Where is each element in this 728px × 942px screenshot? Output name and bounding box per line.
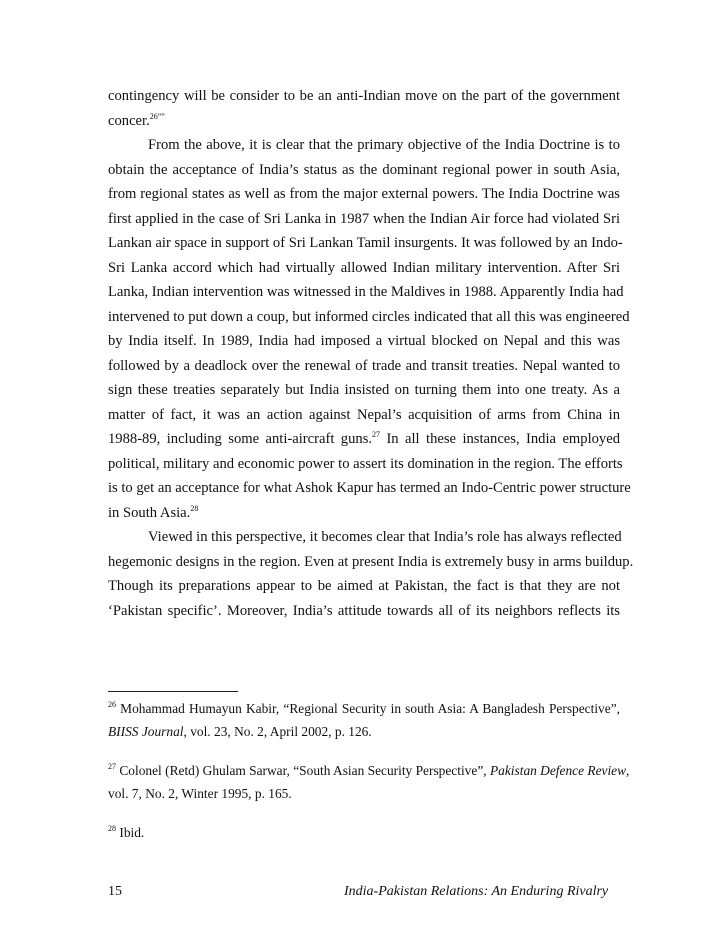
- journal-title: Pakistan Defence Review: [489, 763, 627, 778]
- text-line: [108, 525, 620, 550]
- text-line: [108, 599, 620, 624]
- text-line: [108, 133, 620, 158]
- text-line: [108, 305, 630, 330]
- footnote-text: Ibid.: [119, 825, 145, 840]
- text-line: [108, 452, 623, 477]
- text-line: [108, 231, 623, 256]
- footnote-separator: [108, 691, 238, 692]
- text-line: [108, 182, 620, 207]
- footnote-text: Mohammad Humayun Kabir, “Regional Security in south Asia: A Bangladesh Perspective”,: [120, 701, 620, 716]
- text-line: [108, 574, 620, 599]
- line-text: by India itself. In 1989, India had imposed a virtual blocked on Nepal and this was: [108, 333, 620, 349]
- running-title: India-Pakistan Relations: An Enduring Rivalry: [344, 884, 609, 899]
- footnote-26: [108, 697, 620, 743]
- text-line: [108, 329, 620, 354]
- line-text: Though its preparations appear to be aimed at Pakistan, the fact is that they are not: [108, 578, 620, 594]
- line-text: Sri Lanka accord which had virtually allowed Indian military intervention. After Sri: [108, 259, 620, 276]
- page-number: 15: [108, 884, 122, 899]
- text-line: [108, 378, 620, 403]
- text-line: [108, 84, 620, 109]
- footnote-28: [108, 821, 620, 844]
- footnote-27: [108, 759, 630, 805]
- footnote-text: ,: [626, 763, 630, 778]
- footnote-reference: 28: [190, 503, 199, 513]
- footnote-number: 27: [108, 762, 116, 771]
- line-text: ‘Pakistan specific’. Moreover, India’s attitude towards all of its neighbors reflects its: [108, 602, 620, 619]
- text-line: [108, 109, 620, 134]
- text-line: [108, 256, 620, 281]
- line-text: matter of fact, it was an action against Nepal’s acquisition of arms from China in: [108, 406, 620, 423]
- line-text: hegemonic designs in the region. Even at present India is extremely busy in arms buildup.: [108, 553, 634, 570]
- text-line: [108, 403, 620, 428]
- line-text: In all these instances, India employed: [380, 431, 620, 447]
- line-text: political, military and economic power to assert its domination in the region. The efforts: [108, 455, 623, 472]
- line-text: contingency will be consider to be an anti-Indian move on the part of the government: [108, 88, 620, 104]
- footnote-text: , vol. 23, No. 2, April 2002, p. 126.: [183, 724, 372, 739]
- main-text: [108, 84, 634, 623]
- text-line: [108, 476, 631, 501]
- footnote-text: vol. 7, No. 2, Winter 1995, p. 165.: [108, 786, 292, 801]
- line-text: followed by a deadlock over the renewal of trade and transit treaties. Nepal wanted to: [108, 357, 620, 374]
- footnote-text: Colonel (Retd) Ghulam Sarwar, “South Asian Security Perspective”,: [119, 763, 490, 778]
- text-line: [108, 280, 624, 305]
- text-line: [108, 427, 620, 452]
- text-line: [108, 550, 634, 575]
- line-text: concer.: [108, 112, 150, 129]
- line-text: first applied in the case of Sri Lanka in 1987 when the Indian Air force had violated Sri: [108, 210, 620, 227]
- line-text: intervened to put down a coup, but informed circles indicated that all this was engineered: [108, 308, 630, 325]
- line-text: Viewed in this perspective, it becomes clear that India’s role has always reflected: [148, 529, 622, 545]
- footnote-reference: 26””: [149, 111, 165, 121]
- footnote-reference: 27: [372, 430, 381, 439]
- text-line: [108, 207, 620, 232]
- line-text: in South Asia.: [108, 504, 191, 521]
- text-line: [108, 501, 620, 526]
- footnote-number: 28: [108, 824, 116, 833]
- text-line: [108, 354, 620, 379]
- line-text: sign these treaties separately but India insisted on turning them into one treaty. As a: [108, 382, 620, 398]
- journal-title: BIISS Journal: [108, 724, 184, 739]
- footnotes: [108, 697, 630, 844]
- line-text: obtain the acceptance of India’s status as the dominant regional power in south Asia,: [108, 161, 620, 178]
- line-text: from regional states as well as from the major external powers. The India Doctrine was: [108, 186, 620, 202]
- line-text: is to get an acceptance for what Ashok Kapur has termed an Indo-Centric power structure: [108, 480, 631, 496]
- text-line: [108, 158, 620, 183]
- footnote-number: 26: [108, 700, 116, 709]
- line-text: From the above, it is clear that the primary objective of the India Doctrine is to: [148, 137, 620, 153]
- line-text: Lanka, Indian intervention was witnessed in the Maldives in 1988. Apparently India had: [108, 284, 624, 300]
- line-text: 1988-89, including some anti-aircraft guns.: [108, 431, 373, 447]
- line-text: Lankan air space in support of Sri Lankan Tamil insurgents. It was followed by an Indo-: [108, 235, 623, 251]
